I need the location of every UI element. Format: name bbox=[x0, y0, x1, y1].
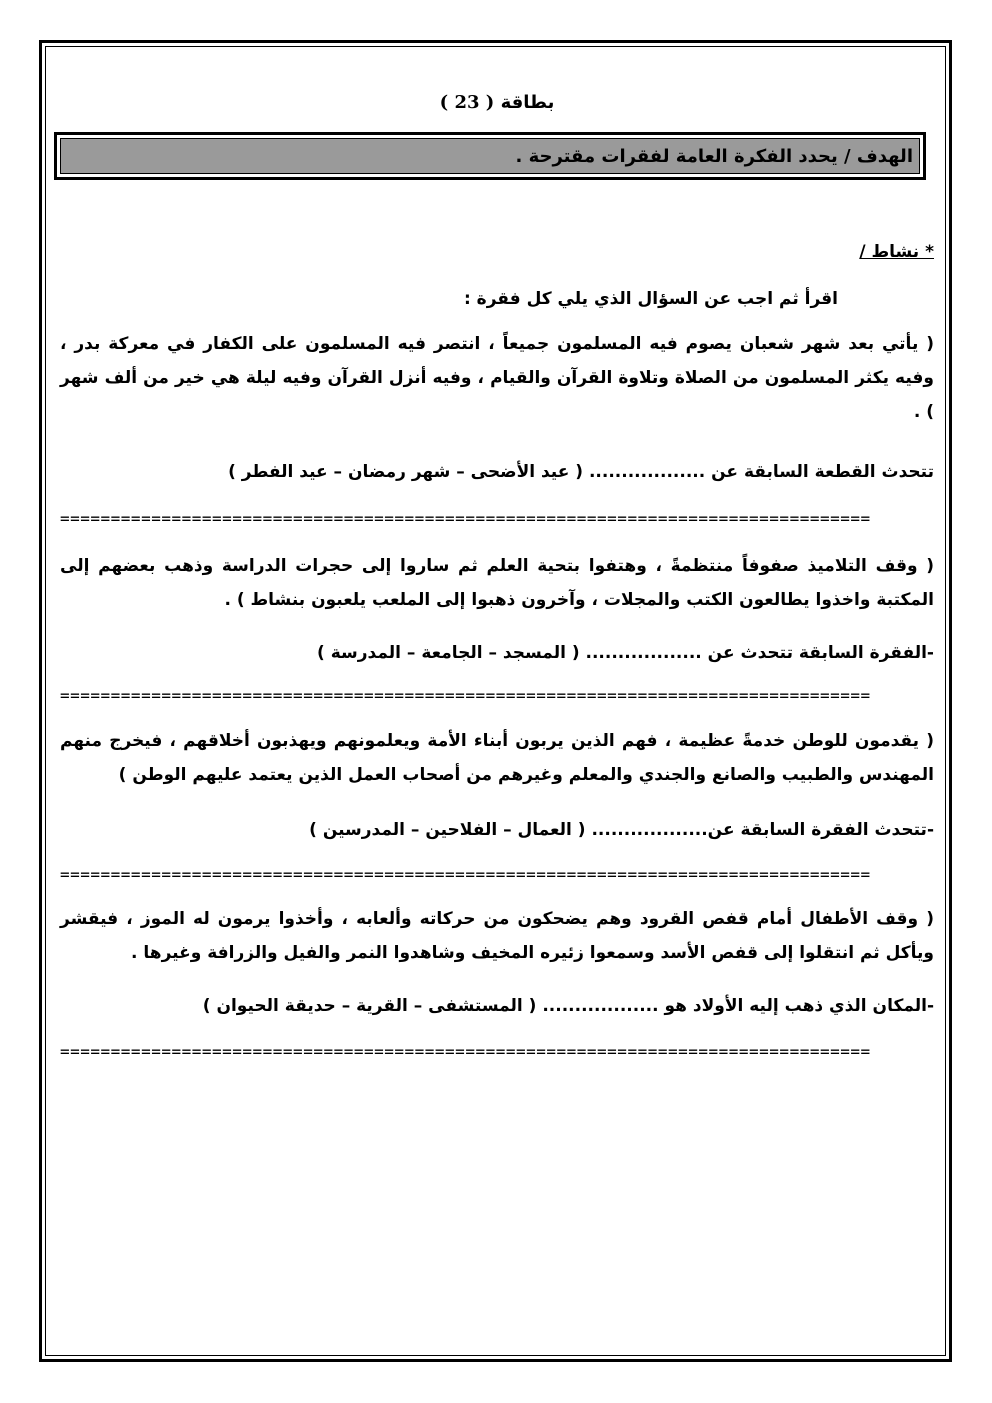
instruction: اقرأ ثم اجب عن السؤال الذي يلي كل فقرة : bbox=[463, 289, 838, 309]
card-title bbox=[60, 92, 934, 113]
exercise-1-question: تتحدث القطعة السابقة عن .................. ( عيد الأضحى – شهر رمضان – عيد الفطر ) bbox=[228, 462, 934, 482]
exercise-2-paragraph: ( وقف التلاميذ صفوفاً منتظمةً ، وهتفوا بتحية العلم ثم ساروا إلى حجرات الدراسة وذهب بعضهم إلى المكتبة واخذوا يطالعون الكتب والمجلات ، وآخرون ذهبوا إلى الملعب يلعبون بنشاط ) . bbox=[60, 556, 934, 610]
card-number: ( 23 ) bbox=[439, 92, 495, 113]
separator-4: ================================================================================ bbox=[60, 1045, 871, 1059]
separator-3: ================================================================================ bbox=[60, 868, 871, 882]
separator-2: ================================================================================ bbox=[60, 689, 871, 703]
separator-1: ================================================================================ bbox=[60, 512, 871, 526]
goal-text: الهدف / يحدد الفكرة العامة لفقرات مقترحة . bbox=[60, 138, 920, 174]
exercise-3-question: -تتحدث الفقرة السابقة عن.................. ( العمال – الفلاحين – المدرسين ) bbox=[309, 820, 934, 840]
exercise-3-paragraph: ( يقدمون للوطن خدمةً عظيمة ، فهم الذين يربون أبناء الأمة ويعلمونهم ويهذبون أخلاقهم ، فيخرج منهم المهندس والطبيب والصانع والجندي والمعلم وغيرهم من أصحاب العمل الذين يعتمد عليهم الوطن ) bbox=[60, 731, 934, 785]
exercise-2-question: -الفقرة السابقة تتحدث عن .................. ( المسجد – الجامعة – المدرسة ) bbox=[317, 643, 934, 663]
activity-heading: * نشاط / bbox=[859, 242, 934, 262]
exercise-1-paragraph: ( يأتي بعد شهر شعبان يصوم فيه المسلمون جميعاً ، انتصر فيه المسلمون على الكفار في معركة بدر ، وفيه يكثر المسلمون من الصلاة وتلاوة القرآن والقيام ، وفيه أنزل القرآن وفيه ليلة هي خير من ألف شهر ) . bbox=[60, 334, 934, 422]
card-label: بطاقة bbox=[500, 92, 555, 113]
goal-box bbox=[54, 132, 926, 180]
exercise-4-question: -المكان الذي ذهب إليه الأولاد هو .................. ( المستشفى – القرية – حديقة الحيوان ) bbox=[202, 996, 934, 1016]
exercise-4-paragraph: ( وقف الأطفال أمام قفص القرود وهم يضحكون من حركاته وألعابه ، وأخذوا يرمون له الموز ، فيقشر ويأكل ثم انتقلوا إلى قفص الأسد وسمعوا زئيره المخيف وشاهدوا النمر والفيل والزرافة وغيرها . bbox=[60, 909, 934, 963]
